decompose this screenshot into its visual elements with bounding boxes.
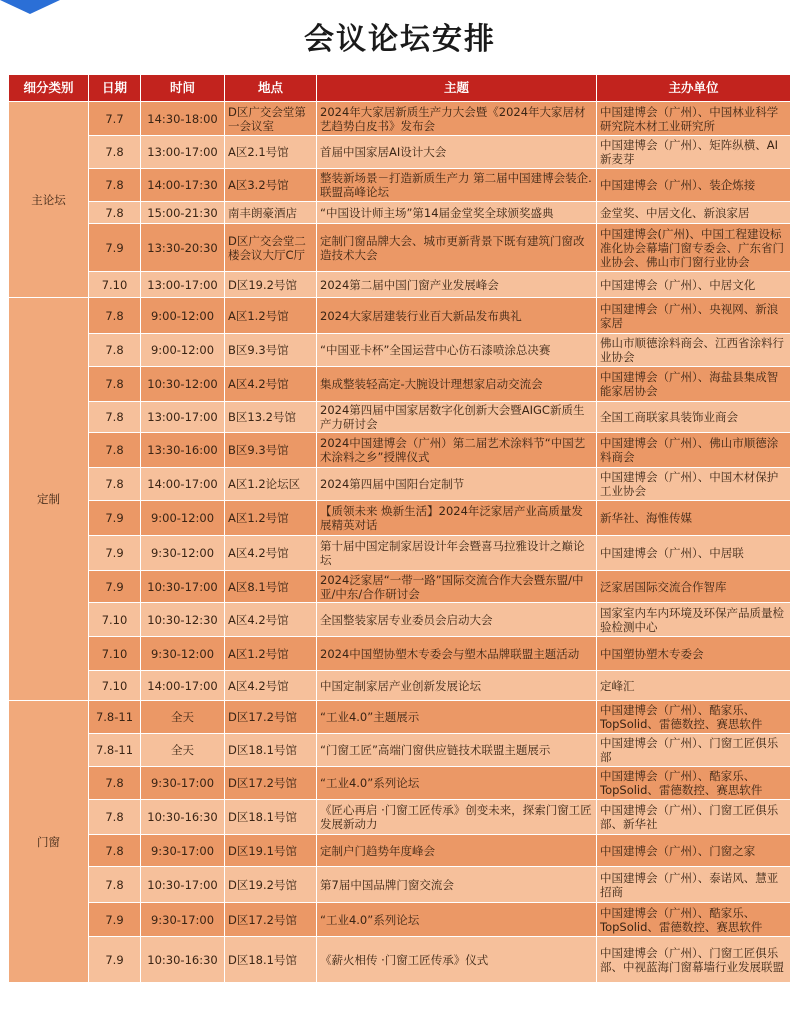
venue-cell: D区17.2号馆	[225, 701, 317, 734]
table-row	[9, 272, 791, 298]
time-cell: 9:00-12:00	[141, 298, 225, 334]
venue-cell: A区2.1号馆	[225, 136, 317, 169]
organizer-cell: 新华社、海惟传媒	[597, 501, 791, 536]
venue-cell: B区13.2号馆	[225, 402, 317, 433]
date-cell: 7.10	[89, 603, 141, 637]
table-row	[9, 202, 791, 224]
category-cell: 定制	[9, 298, 89, 701]
date-cell: 7.10	[89, 272, 141, 298]
date-cell: 7.8-11	[89, 701, 141, 734]
topic-cell: 第7届中国品牌门窗交流会	[317, 867, 597, 903]
category-cell: 门窗	[9, 701, 89, 983]
time-cell: 9:00-12:00	[141, 501, 225, 536]
organizer-cell: 金堂奖、中居文化、新浪家居	[597, 202, 791, 224]
header-category: 细分类别	[9, 75, 89, 102]
date-cell: 7.8	[89, 136, 141, 169]
organizer-cell: 中国建博会（广州）、门窗工匠俱乐部	[597, 734, 791, 767]
venue-cell: D区18.1号馆	[225, 800, 317, 835]
time-cell: 9:30-12:00	[141, 637, 225, 671]
time-cell: 10:30-12:00	[141, 367, 225, 402]
topic-cell: 【质领未来 焕新生活】2024年泛家居产业高质量发展精英对话	[317, 501, 597, 536]
time-cell: 9:30-12:00	[141, 536, 225, 571]
venue-cell: D区19.1号馆	[225, 835, 317, 867]
topic-cell: “工业4.0”系列论坛	[317, 903, 597, 937]
date-cell: 7.9	[89, 224, 141, 272]
topic-cell: 首届中国家居AI设计大会	[317, 136, 597, 169]
venue-cell: A区1.2号馆	[225, 298, 317, 334]
organizer-cell: 中国建博会（广州）、酷家乐、TopSolid、雷德数控、赛思软件	[597, 903, 791, 937]
date-cell: 7.8-11	[89, 734, 141, 767]
venue-cell: B区9.3号馆	[225, 433, 317, 468]
venue-cell: D区广交会堂第一会议室	[225, 102, 317, 136]
table-row	[9, 800, 791, 835]
venue-cell: A区4.2号馆	[225, 536, 317, 571]
table-row	[9, 136, 791, 169]
topic-cell: 2024大家居建装行业百大新品发布典礼	[317, 298, 597, 334]
topic-cell: “中国设计师主场”第14届金堂奖全球颁奖盛典	[317, 202, 597, 224]
venue-cell: D区17.2号馆	[225, 903, 317, 937]
venue-cell: A区3.2号馆	[225, 169, 317, 202]
time-cell: 10:30-12:30	[141, 603, 225, 637]
organizer-cell: 定峰汇	[597, 671, 791, 701]
date-cell: 7.9	[89, 501, 141, 536]
table-row	[9, 937, 791, 983]
venue-cell: A区1.2号馆	[225, 637, 317, 671]
topic-cell: 2024第二届中国门窗产业发展峰会	[317, 272, 597, 298]
organizer-cell: 中国建博会（广州）、泰诺风、慧亚招商	[597, 867, 791, 903]
date-cell: 7.10	[89, 671, 141, 701]
venue-cell: D区19.2号馆	[225, 867, 317, 903]
table-row	[9, 298, 791, 334]
date-cell: 7.8	[89, 867, 141, 903]
topic-cell: 2024中国塑协塑木专委会与塑木品牌联盟主题活动	[317, 637, 597, 671]
table-row	[9, 571, 791, 603]
date-cell: 7.8	[89, 298, 141, 334]
time-cell: 10:30-16:30	[141, 800, 225, 835]
organizer-cell: 中国建博会（广州）、酷家乐、TopSolid、雷德数控、赛思软件	[597, 701, 791, 734]
organizer-cell: 泛家居国际交流合作智库	[597, 571, 791, 603]
table-row	[9, 433, 791, 468]
organizer-cell: 中国建博会（广州）、中居联	[597, 536, 791, 571]
organizer-cell: 中国建博会(广州)、中国工程建设标准化协会幕墙门窗专委会、广东省门业协会、佛山市门窗行业协会	[597, 224, 791, 272]
organizer-cell: 中国建博会（广州）、央视网、新浪家居	[597, 298, 791, 334]
topic-cell: 定制户门趋势年度峰会	[317, 835, 597, 867]
organizer-cell: 中国建博会（广州）、中国木材保护工业协会	[597, 468, 791, 501]
date-cell: 7.8	[89, 334, 141, 367]
venue-cell: D区18.1号馆	[225, 734, 317, 767]
table-row	[9, 501, 791, 536]
date-cell: 7.8	[89, 767, 141, 800]
time-cell: 10:30-16:30	[141, 937, 225, 983]
time-cell: 14:30-18:00	[141, 102, 225, 136]
date-cell: 7.8	[89, 835, 141, 867]
organizer-cell: 中国塑协塑木专委会	[597, 637, 791, 671]
organizer-cell: 中国建博会（广州）、海盐县集成智能家居协会	[597, 367, 791, 402]
organizer-cell: 中国建博会（广州）、装企炼接	[597, 169, 791, 202]
time-cell: 13:30-20:30	[141, 224, 225, 272]
venue-cell: A区4.2号馆	[225, 603, 317, 637]
time-cell: 10:30-17:00	[141, 571, 225, 603]
organizer-cell: 佛山市顺德涂料商会、江西省涂料行业协会	[597, 334, 791, 367]
venue-cell: D区17.2号馆	[225, 767, 317, 800]
header-organizer: 主办单位	[597, 75, 791, 102]
topic-cell: 2024泛家居“一带一路”国际交流合作大会暨东盟/中亚/中东/合作研讨会	[317, 571, 597, 603]
topic-cell: 《匠心再启 ·门窗工匠传承》创变未来，探索门窗工匠发展新动力	[317, 800, 597, 835]
organizer-cell: 国家室内车内环境及环保产品质量检验检测中心	[597, 603, 791, 637]
topic-cell: 集成整装轻高定-大腕设计理想家启动交流会	[317, 367, 597, 402]
time-cell: 10:30-17:00	[141, 867, 225, 903]
table-row	[9, 402, 791, 433]
organizer-cell: 全国工商联家具装饰业商会	[597, 402, 791, 433]
venue-cell: A区4.2号馆	[225, 671, 317, 701]
time-cell: 全天	[141, 734, 225, 767]
date-cell: 7.7	[89, 102, 141, 136]
table-row	[9, 701, 791, 734]
date-cell: 7.9	[89, 571, 141, 603]
venue-cell: D区广交会堂二楼会议大厅C厅	[225, 224, 317, 272]
schedule-table	[8, 74, 791, 983]
date-cell: 7.8	[89, 367, 141, 402]
schedule-body	[9, 102, 791, 983]
time-cell: 13:00-17:00	[141, 402, 225, 433]
date-cell: 7.10	[89, 637, 141, 671]
table-row	[9, 637, 791, 671]
topic-cell: 2024中国建博会（广州）第二届艺术涂料节“中国艺术涂料之乡”授牌仪式	[317, 433, 597, 468]
table-row	[9, 102, 791, 136]
date-cell: 7.8	[89, 202, 141, 224]
table-row	[9, 224, 791, 272]
table-row	[9, 835, 791, 867]
organizer-cell: 中国建博会（广州）、门窗之家	[597, 835, 791, 867]
header-time: 时间	[141, 75, 225, 102]
topic-cell: 2024第四届中国家居数字化创新大会暨AIGC新质生产力研讨会	[317, 402, 597, 433]
category-cell: 主论坛	[9, 102, 89, 298]
date-cell: 7.9	[89, 937, 141, 983]
topic-cell: “工业4.0”系列论坛	[317, 767, 597, 800]
topic-cell: 第十届中国定制家居设计年会暨喜马拉雅设计之巅论坛	[317, 536, 597, 571]
date-cell: 7.8	[89, 468, 141, 501]
table-row	[9, 169, 791, 202]
time-cell: 15:00-21:30	[141, 202, 225, 224]
organizer-cell: 中国建博会（广州）、酷家乐、TopSolid、雷德数控、赛思软件	[597, 767, 791, 800]
table-row	[9, 903, 791, 937]
organizer-cell: 中国建博会（广州）、矩阵纵横、AI新麦芽	[597, 136, 791, 169]
table-row	[9, 767, 791, 800]
table-row	[9, 603, 791, 637]
venue-cell: D区18.1号馆	[225, 937, 317, 983]
time-cell: 9:30-17:00	[141, 903, 225, 937]
date-cell: 7.9	[89, 536, 141, 571]
venue-cell: D区19.2号馆	[225, 272, 317, 298]
venue-cell: A区1.2号馆	[225, 501, 317, 536]
date-cell: 7.8	[89, 800, 141, 835]
organizer-cell: 中国建博会（广州）、门窗工匠俱乐部、中视蓝海门窗幕墙行业发展联盟	[597, 937, 791, 983]
organizer-cell: 中国建博会（广州）、中国林业科学研究院木材工业研究所	[597, 102, 791, 136]
time-cell: 全天	[141, 701, 225, 734]
header-venue: 地点	[225, 75, 317, 102]
organizer-cell: 中国建博会（广州）、中居文化	[597, 272, 791, 298]
time-cell: 9:30-17:00	[141, 767, 225, 800]
venue-cell: A区4.2号馆	[225, 367, 317, 402]
venue-cell: 南丰朗豪酒店	[225, 202, 317, 224]
topic-cell: 全国整装家居专业委员会启动大会	[317, 603, 597, 637]
topic-cell: 定制门窗品牌大会、城市更新背景下既有建筑门窗改造技术大会	[317, 224, 597, 272]
venue-cell: B区9.3号馆	[225, 334, 317, 367]
organizer-cell: 中国建博会（广州）、门窗工匠俱乐部、新华社	[597, 800, 791, 835]
time-cell: 14:00-17:30	[141, 169, 225, 202]
table-row	[9, 867, 791, 903]
table-row	[9, 734, 791, 767]
topic-cell: 中国定制家居产业创新发展论坛	[317, 671, 597, 701]
table-row	[9, 536, 791, 571]
topic-cell: 《薪火相传 ·门窗工匠传承》仪式	[317, 937, 597, 983]
table-row	[9, 367, 791, 402]
header-date: 日期	[89, 75, 141, 102]
time-cell: 9:30-17:00	[141, 835, 225, 867]
topic-cell: “门窗工匠”高端门窗供应链技术联盟主题展示	[317, 734, 597, 767]
time-cell: 14:00-17:00	[141, 468, 225, 501]
topic-cell: “工业4.0”主题展示	[317, 701, 597, 734]
date-cell: 7.8	[89, 402, 141, 433]
venue-cell: A区8.1号馆	[225, 571, 317, 603]
table-row	[9, 334, 791, 367]
table-row	[9, 671, 791, 701]
date-cell: 7.9	[89, 903, 141, 937]
time-cell: 13:00-17:00	[141, 136, 225, 169]
page-title: 会议论坛安排	[304, 22, 496, 57]
date-cell: 7.8	[89, 433, 141, 468]
topic-cell: 2024第四届中国阳台定制节	[317, 468, 597, 501]
time-cell: 14:00-17:00	[141, 671, 225, 701]
date-cell: 7.8	[89, 169, 141, 202]
topic-cell: 整装新场景－打造新质生产力 第二届中国建博会装企.联盟高峰论坛	[317, 169, 597, 202]
time-cell: 9:00-12:00	[141, 334, 225, 367]
table-row	[9, 468, 791, 501]
topic-cell: “中国亚卡杯”全国运营中心仿石漆喷涂总决赛	[317, 334, 597, 367]
topic-cell: 2024年大家居新质生产力大会暨《2024年大家居材艺趋势白皮书》发布会	[317, 102, 597, 136]
corner-decoration	[0, 0, 60, 14]
header-topic: 主题	[317, 75, 597, 102]
time-cell: 13:30-16:00	[141, 433, 225, 468]
table-header-row	[9, 75, 791, 102]
venue-cell: A区1.2论坛区	[225, 468, 317, 501]
time-cell: 13:00-17:00	[141, 272, 225, 298]
organizer-cell: 中国建博会（广州）、佛山市顺德涂料商会	[597, 433, 791, 468]
